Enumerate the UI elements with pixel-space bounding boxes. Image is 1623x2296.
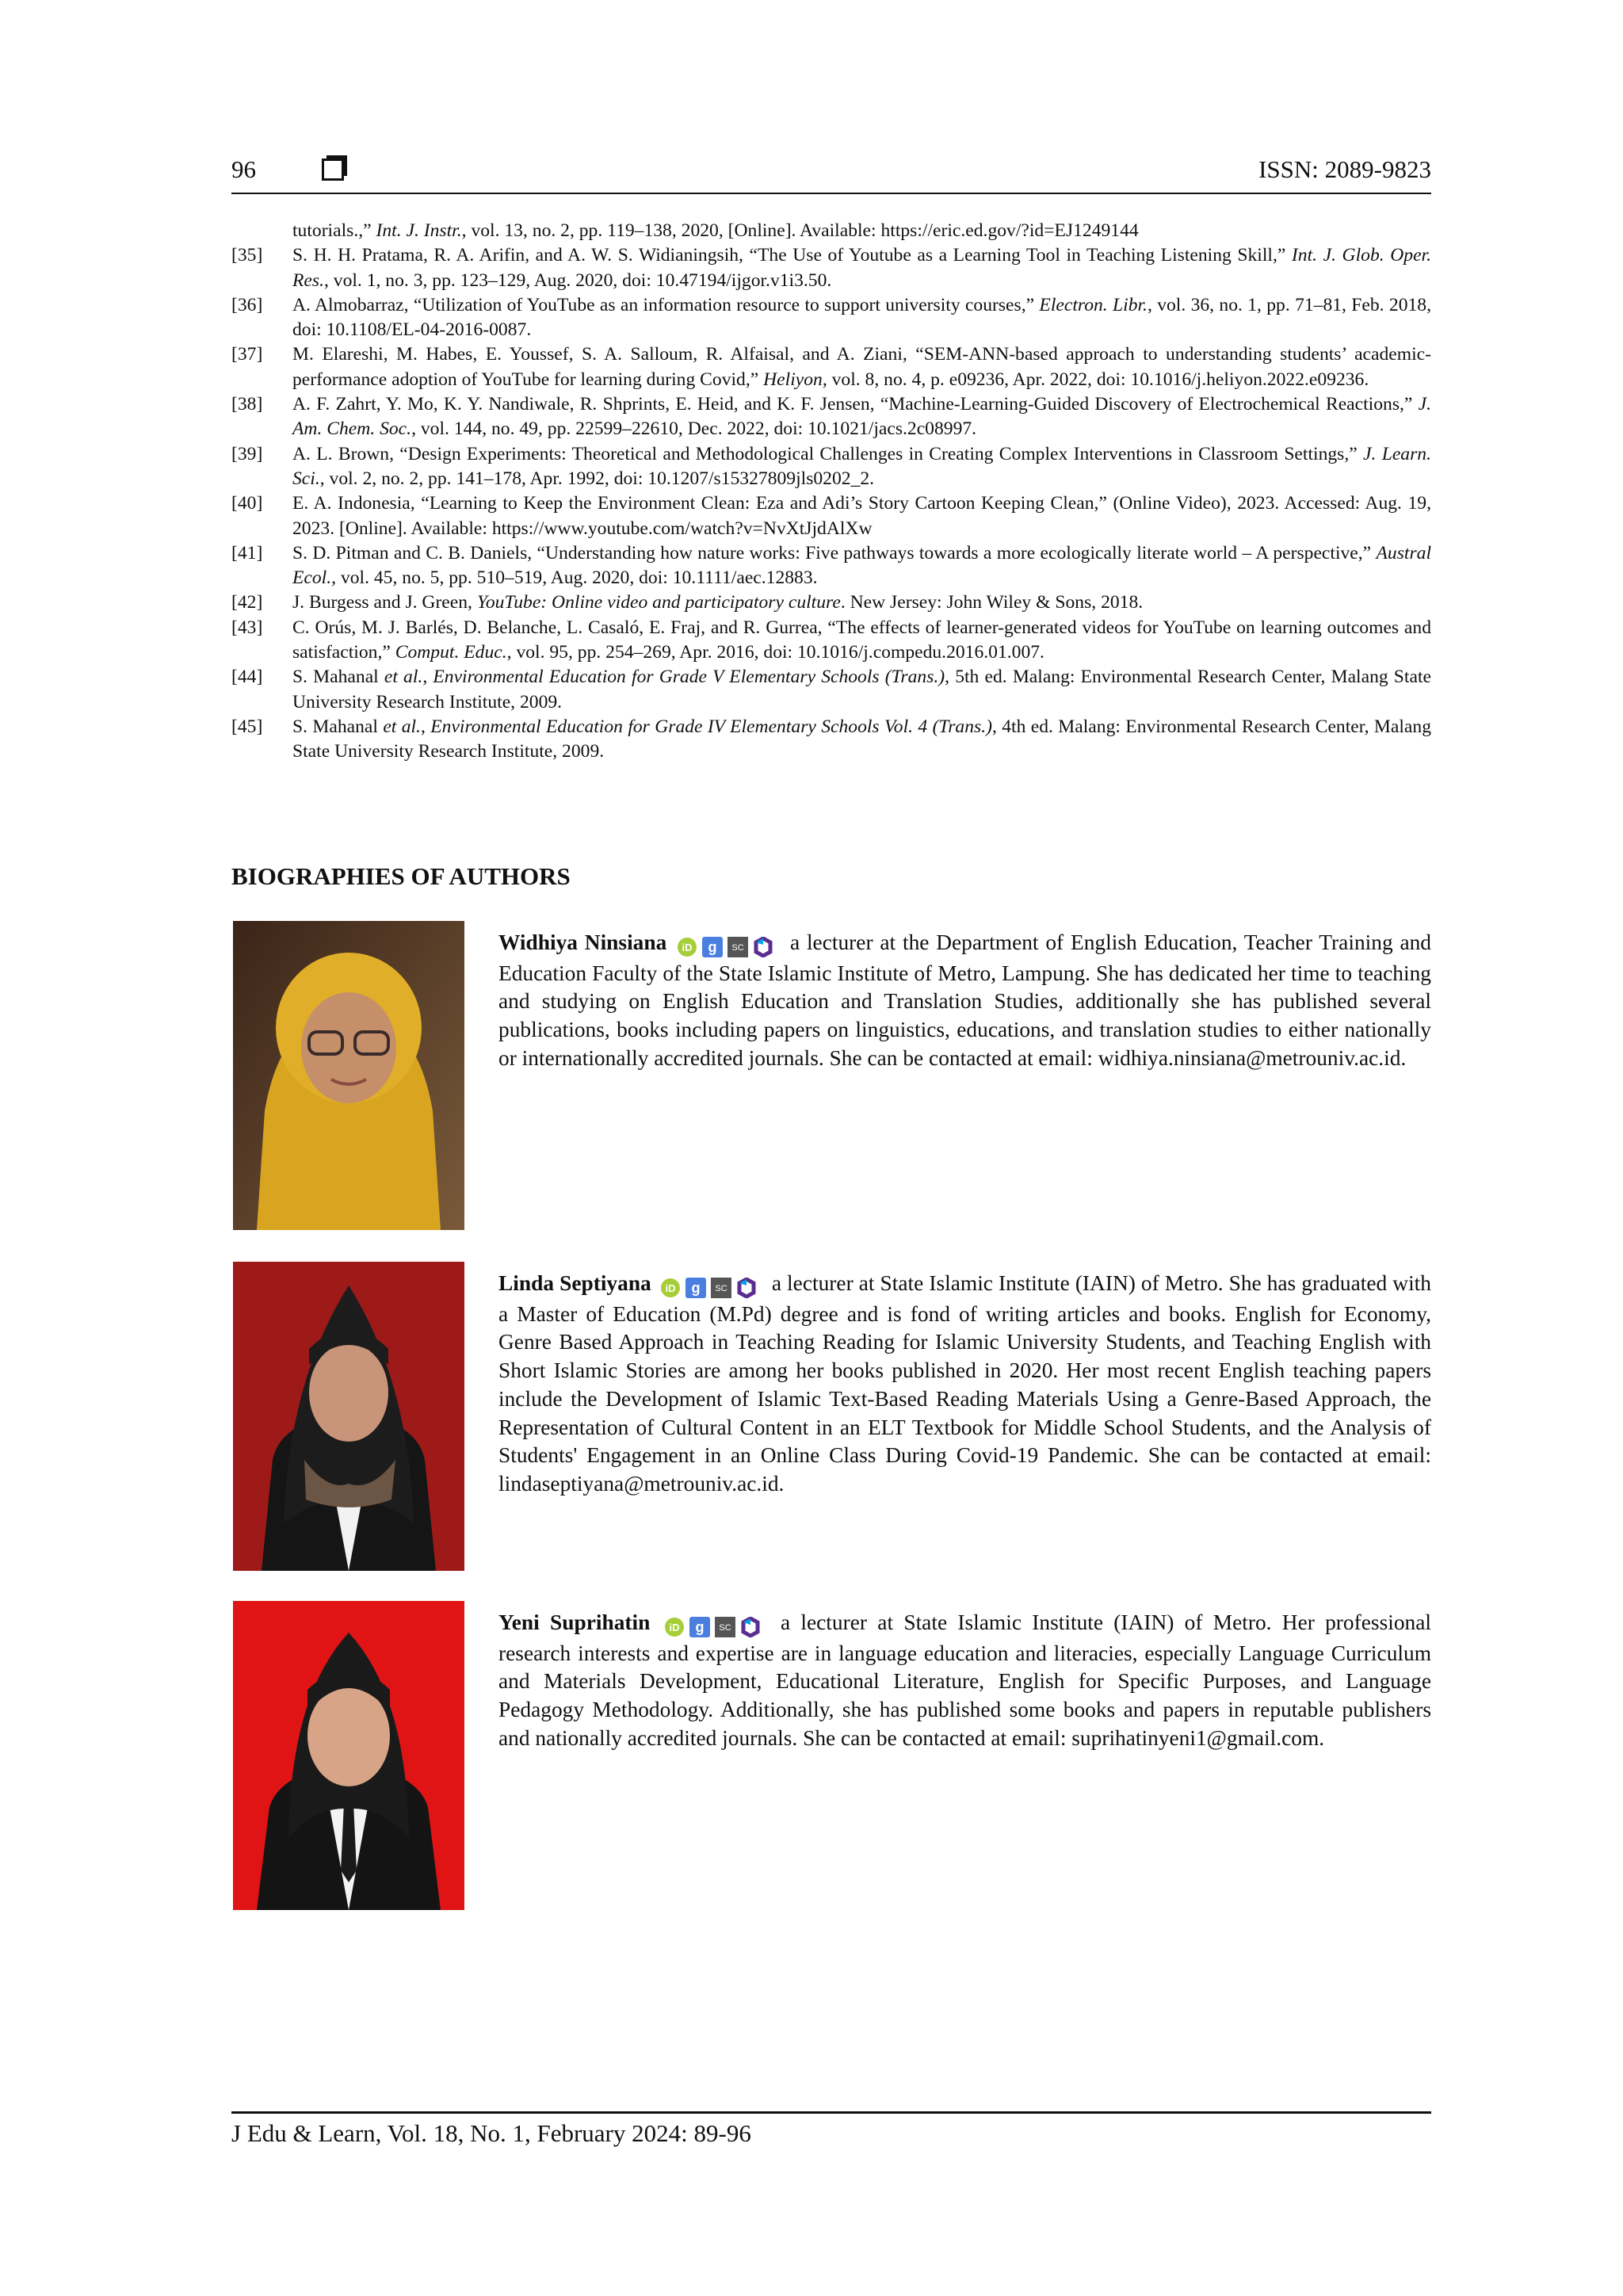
issn: ISSN: 2089-9823 xyxy=(1258,155,1431,183)
footer-rule xyxy=(231,2111,1431,2114)
author-photo xyxy=(233,1601,464,1910)
publons-icon[interactable] xyxy=(740,1617,761,1637)
reference-item xyxy=(231,293,1431,343)
svg-text:SC: SC xyxy=(731,942,744,953)
header-rule xyxy=(231,193,1431,194)
reference-text: S. D. Pitman and C. B. Daniels, “Understanding how nature works: Five pathways towards a more ecologically literate world – A perspective,” Austral Ecol., vol. 45, no. 5, pp. 510–519, Aug. 2020, doi: 10.1111/aec.12883. xyxy=(292,542,1431,589)
author-name: Linda Septiyana xyxy=(498,1271,651,1295)
reference-number: [41] xyxy=(231,542,263,563)
reference-item xyxy=(231,442,1431,492)
publons-icon[interactable] xyxy=(753,937,773,957)
author-profile-icons xyxy=(677,931,778,960)
reference-number: [39] xyxy=(231,443,263,464)
orcid-icon[interactable] xyxy=(660,1278,681,1298)
reference-text: A. L. Brown, “Design Experiments: Theoretical and Methodological Challenges in Creating Complex Interventions in Classroom Settings,” J. Learn. Sci., vol. 2, no. 2, pp. 141–178, Apr. 1992, doi: 10.1207/s15327809jls0202_2. xyxy=(292,443,1431,489)
reference-number: [35] xyxy=(231,245,263,266)
publons-icon[interactable] xyxy=(736,1278,757,1298)
reference-item xyxy=(231,491,1431,541)
author-bio-body: a lecturer at State Islamic Institute (IAIN) of Metro. She has graduated with a Master of Education (M.Pd) degree and is fond of writing articles and books. English for Economy, Genre Based Approach in Teaching Reading for Islamic University Students, and Teaching English with Short Islamic Stories are among her books published in 2020. Her most recent English teaching papers include the Development of Islamic Text-Based Reading Materials Using a Genre-Based Approach, the Representation of Cultural Content in an ELT Textbook for Middle School Students, and the Analysis of Students' Engagement in an Online Class During Covid-19 Pandemic. She can be contacted at email: lindaseptiyana@metrouniv.ac.id. xyxy=(498,1271,1431,1496)
reference-number: [42] xyxy=(231,592,263,613)
reference-number: [43] xyxy=(231,617,263,638)
orcid-icon[interactable] xyxy=(677,937,697,957)
reference-item xyxy=(231,715,1431,765)
svg-text:iD: iD xyxy=(682,941,693,953)
reference-number: [44] xyxy=(231,667,263,688)
reference-text: A. Almobarraz, “Utilization of YouTube as an information resource to support university courses,” Electron. Libr., vol. 36, no. 1, pp. 71–81, Feb. 2018, doi: 10.1108/EL-04-2016-0087. xyxy=(292,294,1431,341)
author-name: Widhiya Ninsiana xyxy=(498,930,667,954)
reference-number: [40] xyxy=(231,493,263,514)
reference-item xyxy=(231,342,1431,392)
author-photo xyxy=(233,921,464,1230)
scopus-icon[interactable] xyxy=(711,1278,731,1298)
header-box-icon xyxy=(322,159,344,181)
author-bio-body: a lecturer at the Department of English Education, Teacher Training and Education Faculty of the State Islamic Institute of Metro, Lampung. She has dedicated her time to teaching and studying on English Education and Translation Studies, additionally she has published several publications, books including papers on linguistics, educations, and translation studies to either nationally or internationally accredited journals. She can be contacted at email: widhiya.ninsiana@metrouniv.ac.id. xyxy=(498,930,1431,1070)
svg-text:iD: iD xyxy=(665,1282,676,1294)
author-profile-icons xyxy=(660,1272,762,1301)
reference-list xyxy=(231,219,1431,765)
svg-text:g: g xyxy=(691,1279,701,1296)
orcid-icon[interactable] xyxy=(664,1617,685,1637)
google-scholar-icon[interactable] xyxy=(689,1617,710,1637)
reference-item xyxy=(231,219,1431,243)
author-name: Yeni Suprihatin xyxy=(498,1610,651,1634)
page-number: 96 xyxy=(231,155,256,183)
reference-number: [37] xyxy=(231,344,263,365)
reference-text: J. Burgess and J. Green, YouTube: Online video and participatory culture. New Jersey: John Wiley & Sons, 2018. xyxy=(292,592,1144,613)
reference-number: [38] xyxy=(231,394,263,415)
author-bio-text xyxy=(498,1270,1431,1499)
reference-item xyxy=(231,541,1431,591)
reference-item xyxy=(231,616,1431,666)
reference-text: tutorials.,” Int. J. Instr., vol. 13, no. 2, pp. 119–138, 2020, [Online]. Available: https://eric.ed.gov/?id=EJ1249144 xyxy=(292,220,1139,241)
svg-text:iD: iD xyxy=(669,1621,680,1633)
reference-number: [45] xyxy=(231,716,263,737)
reference-item xyxy=(231,392,1431,442)
reference-text: M. Elareshi, M. Habes, E. Youssef, S. A. Salloum, R. Alfaisal, and A. Ziani, “SEM-ANN-based approach to understanding students’ academic-performance adoption of YouTube for learning during Covid,” Heliyon, vol. 8, no. 4, p. e09236, Apr. 2022, doi: 10.1016/j.heliyon.2022.e09236. xyxy=(292,344,1431,390)
biographies-heading: BIOGRAPHIES OF AUTHORS xyxy=(231,862,571,890)
svg-text:SC: SC xyxy=(719,1622,731,1633)
reference-text: C. Orús, M. J. Barlés, D. Belanche, L. Casaló, E. Fraj, and R. Gurrea, “The effects of learner-generated videos for YouTube on learning outcomes and satisfaction,” Comput. Educ., vol. 95, pp. 254–269, Apr. 2016, doi: 10.1016/j.compedu.2016.01.007. xyxy=(292,617,1431,663)
reference-text: S. Mahanal et al., Environmental Education for Grade V Elementary Schools (Trans.), 5th ed. Malang: Environmental Research Center, Malang State University Research Institute, 2009. xyxy=(292,667,1431,712)
footer-citation: J Edu & Learn, Vol. 18, No. 1, February 2024: 89-96 xyxy=(231,2119,751,2147)
svg-text:g: g xyxy=(708,938,717,955)
author-bio-text xyxy=(498,929,1431,1073)
scopus-icon[interactable] xyxy=(727,937,748,957)
reference-item xyxy=(231,243,1431,293)
reference-text: S. Mahanal et al., Environmental Education for Grade IV Elementary Schools Vol. 4 (Trans.), 4th ed. Malang: Environmental Research Center, Malang State University Research Institute, 2009. xyxy=(292,716,1431,762)
google-scholar-icon[interactable] xyxy=(685,1278,706,1298)
reference-item xyxy=(231,665,1431,715)
author-profile-icons xyxy=(664,1611,766,1640)
reference-item xyxy=(231,590,1431,615)
svg-text:g: g xyxy=(695,1618,705,1635)
svg-text:SC: SC xyxy=(715,1283,727,1293)
google-scholar-icon[interactable] xyxy=(702,937,723,957)
author-bio-body: a lecturer at State Islamic Institute (IAIN) of Metro. Her professional research interests and expertise are in language education and literacies, especially Language Curriculum and Materials Development, Educational Literature, English for Specific Purposes, and Language Pedagogy Methodology. Additionally, she has published some books and papers in reputable publishers and nationally accredited journals. She can be contacted at email: suprihatinyeni1@gmail.com. xyxy=(498,1610,1431,1750)
author-bio-text xyxy=(498,1609,1431,1753)
reference-number: [36] xyxy=(231,294,263,315)
author-photo xyxy=(233,1262,464,1571)
reference-text: E. A. Indonesia, “Learning to Keep the Environment Clean: Eza and Adi’s Story Cartoon Keeping Clean,” (Online Video), 2023. Accessed: Aug. 19, 2023. [Online]. Available: https://www.youtube.com/watch?v=NvXtJjdAlXw xyxy=(292,493,1431,539)
reference-text: S. H. H. Pratama, R. A. Arifin, and A. W. S. Widianingsih, “The Use of Youtube as a Learning Tool in Teaching Listening Skill,” Int. J. Glob. Oper. Res., vol. 1, no. 3, pp. 123–129, Aug. 2020, doi: 10.47194/ijgor.v1i3.50. xyxy=(292,245,1431,291)
scopus-icon[interactable] xyxy=(715,1617,735,1637)
reference-text: A. F. Zahrt, Y. Mo, K. Y. Nandiwale, R. Shprints, E. Heid, and K. F. Jensen, “Machine-Learning-Guided Discovery of Electrochemical Reactions,” J. Am. Chem. Soc., vol. 144, no. 49, pp. 22599–22610, Dec. 2022, doi: 10.1021/jacs.2c08997. xyxy=(292,394,1431,440)
